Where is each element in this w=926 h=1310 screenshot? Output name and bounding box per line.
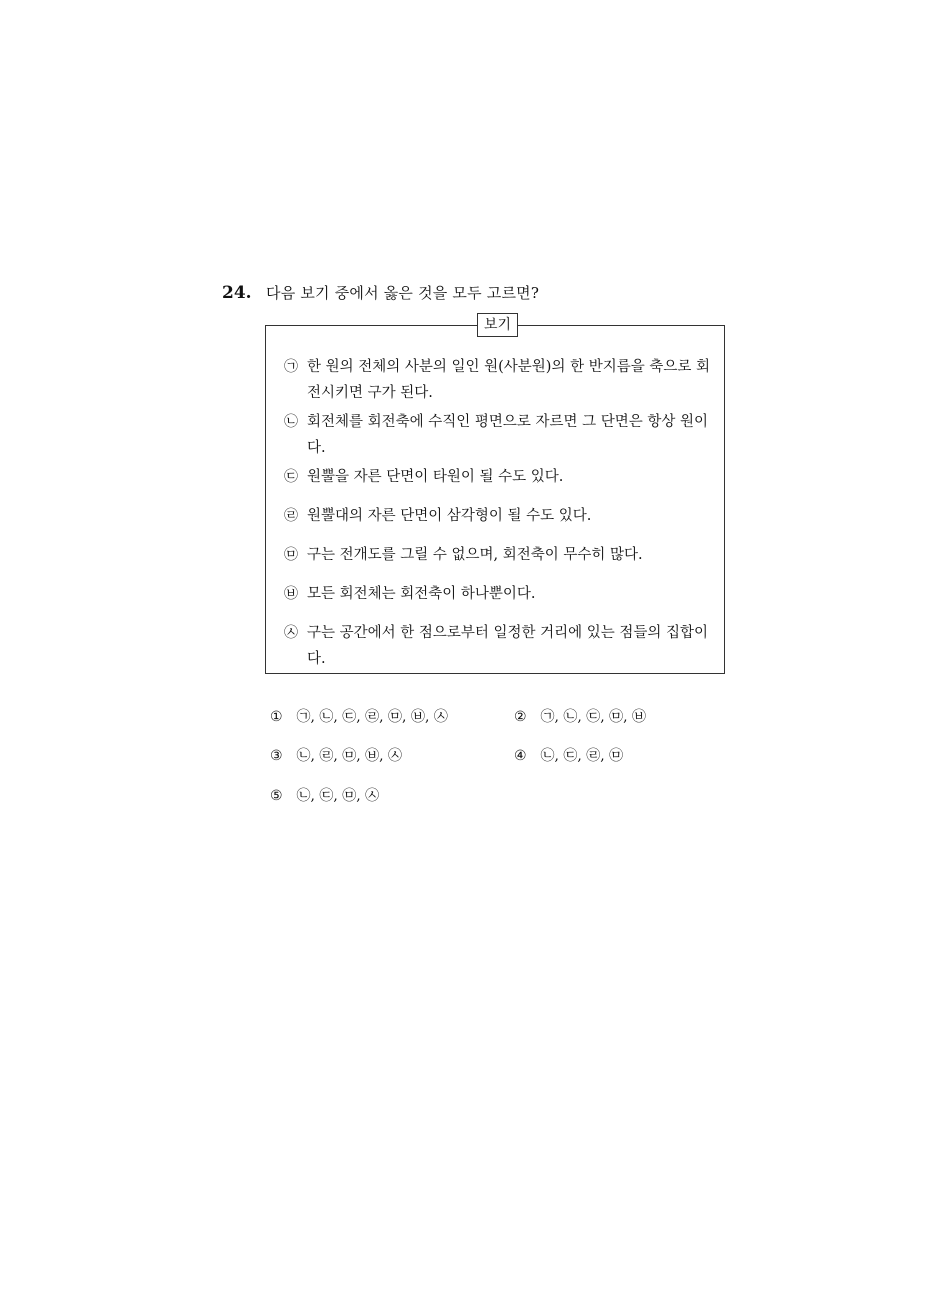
bogi-list <box>284 354 714 672</box>
bogi-item-text: 원뿔을 자른 단면이 타원이 될 수도 있다. <box>307 469 564 485</box>
bogi-item-text: 모든 회전체는 회전축이 하나뿐이다. <box>307 586 536 602</box>
bogi-item-text: 구는 공간에서 한 점으로부터 일정한 거리에 있는 점들의 집합이다. <box>307 625 709 667</box>
choice-number: ⑤ <box>270 788 283 804</box>
bogi-item-4 <box>284 503 714 529</box>
choice-text: ㉠, ㉡, ㉢, ㉤, ㉥ <box>540 709 647 725</box>
choice-number: ② <box>514 709 527 725</box>
bogi-item-mark: ㉢ <box>284 469 298 485</box>
choice-text: ㉠, ㉡, ㉢, ㉣, ㉤, ㉥, ㉦ <box>296 709 448 725</box>
question-text: 다음 보기 중에서 옳은 것을 모두 고르면? <box>266 284 540 302</box>
bogi-item-mark: ㉤ <box>284 547 298 563</box>
choice-2[interactable] <box>514 706 646 726</box>
choice-5[interactable] <box>270 785 379 805</box>
bogi-item-mark: ㉦ <box>284 625 298 641</box>
bogi-item-5 <box>284 542 714 568</box>
bogi-item-mark: ㉣ <box>284 508 298 524</box>
choice-3[interactable] <box>270 745 402 765</box>
choice-text: ㉡, ㉣, ㉤, ㉥, ㉦ <box>296 748 403 764</box>
choice-text: ㉡, ㉢, ㉣, ㉤ <box>540 748 624 764</box>
question-line <box>222 282 742 308</box>
choice-number: ④ <box>514 748 527 764</box>
bogi-item-mark: ㉡ <box>284 414 298 430</box>
choice-text: ㉡, ㉢, ㉤, ㉦ <box>296 788 380 804</box>
bogi-item-2 <box>284 409 714 461</box>
bogi-item-1 <box>284 354 714 406</box>
bogi-item-7 <box>284 620 714 672</box>
question-number: 24. <box>222 283 252 303</box>
bogi-item-text: 원뿔대의 자른 단면이 삼각형이 될 수도 있다. <box>307 508 592 524</box>
bogi-item-mark: ㉠ <box>284 359 298 375</box>
bogi-item-text: 회전체를 회전축에 수직인 평면으로 자르면 그 단면은 항상 원이다. <box>307 414 709 456</box>
choice-1[interactable] <box>270 706 448 726</box>
bogi-item-text: 구는 전개도를 그릴 수 없으며, 회전축이 무수히 많다. <box>307 547 643 563</box>
bogi-item-mark: ㉥ <box>284 586 298 602</box>
bogi-title: 보기 <box>477 313 518 337</box>
question-header <box>222 282 742 308</box>
choice-4[interactable] <box>514 745 623 765</box>
bogi-item-3 <box>284 464 714 490</box>
bogi-item-6 <box>284 581 714 607</box>
bogi-item-text: 한 원의 전체의 사분의 일인 원(사분원)의 한 반지름을 축으로 회전시키면 구가 된다. <box>307 359 710 401</box>
choice-number: ③ <box>270 748 283 764</box>
choice-number: ① <box>270 709 283 725</box>
